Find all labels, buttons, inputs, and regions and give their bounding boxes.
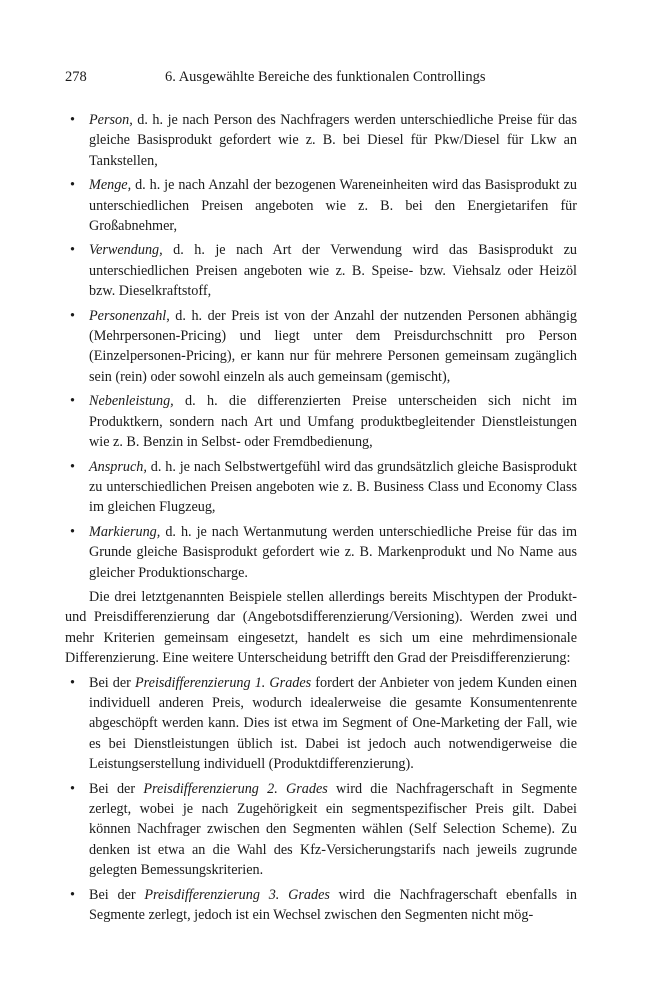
running-header — [65, 67, 585, 87]
list-item-prefix: Bei der — [89, 674, 136, 691]
list-item — [65, 306, 577, 388]
list-item — [65, 779, 577, 881]
list-item-text: d. h. je nach Person des Nachfragers werden unterschiedliche Preise für das gleiche Basisprodukt gefordert wie z. B. bei Diesel für Pkw/Diesel für Lkw an Tankstellen, — [89, 112, 577, 169]
list-item-term: Person, — [89, 112, 133, 128]
list-item — [65, 457, 577, 518]
bullet-icon: • — [70, 307, 75, 324]
list-item — [65, 240, 577, 301]
list-item-term: Verwendung, — [89, 242, 163, 259]
list-item-text: d. h. die differenzierten Preise unterscheiden sich nicht im Produktkern, sondern nach Art und Umfang produktbegleitender Dienstleistungen wie z. B. Benzin in Selbst- oder Fremdbedienung, — [89, 393, 577, 451]
list-item-text: fordert der Anbieter von jedem Kunden einen individuell anderen Preis, wodurch idealerweise die gesamte Konsumentenrente abgeschöpft werden kann. Dies ist etwa im Segment of One-Marketing der Fall, wie es bei Dienstleistungen üblich ist. Dabei ist jedoch auch notwendigerweise die Leistungserstellung individuell (Produktdifferenzierung). — [89, 674, 578, 773]
list-item — [65, 673, 577, 775]
list-item-text: d. h. je nach Art der Verwendung wird das Basisprodukt zu unterschiedlichen Preisen angeboten wie z. B. Speise- bzw. Viehsalz oder Heizöl bzw. Dieselkraftstoff, — [89, 242, 577, 300]
degree-list — [65, 673, 577, 926]
list-item — [65, 175, 577, 236]
list-item-text: wird die Nachfragerschaft in Segmente zerlegt, wobei je nach Zugehörigkeit ein segmentspezifischer Preis gilt. Dabei können Nachfrager zwischen den Segmenten wählen (Self Selection Scheme). Zu denken ist etwa an die Wahl des Kfz-Versicherungstarifs nach jeweils zugrunde gelegten Bemessungskriterien. — [89, 780, 577, 879]
list-item-term: Personenzahl — [89, 307, 167, 324]
bullet-icon: • — [70, 886, 75, 903]
bullet-icon: • — [70, 674, 75, 691]
list-item-term: Preisdifferenzierung 1. Grades — [135, 674, 312, 691]
bullet-icon: • — [70, 458, 75, 475]
list-item — [65, 110, 577, 171]
list-item-text: , d. h. der Preis ist von der Anzahl der nutzenden Personen abhängig (Mehrpersonen-Pricing) und liegt unter dem Preisdurchschnitt pro Person (Einzelpersonen-Pricing), er kann nur für mehrere Personen gemeinsam zugänglich sein (rein) oder sowohl einzeln als auch gemeinsam (gemischt), — [89, 307, 577, 385]
criteria-list — [65, 110, 577, 583]
list-item-text: d. h. je nach Selbstwertgefühl wird das grundsätzlich gleiche Basisprodukt zu unterschiedlichen Preisen angeboten wie z. B. Business Class und Economy Class im gleichen Flugzeug, — [89, 458, 577, 516]
page-body — [65, 110, 577, 929]
running-title: 6. Ausgewählte Bereiche des funktionalen Controllings — [165, 69, 486, 85]
list-item-text: d. h. je nach Anzahl der bezogenen Wareneinheiten wird das Basisprodukt zu unterschiedlichen Preisen angeboten wie z. B. bei den Energietarifen für Großabnehmer, — [89, 177, 577, 235]
list-item-term: Preisdifferenzierung 2. Grades — [143, 780, 328, 797]
list-item — [65, 522, 577, 583]
list-item-prefix: Bei der — [89, 780, 144, 797]
list-item-term: Menge, — [89, 177, 132, 194]
bullet-icon: • — [70, 242, 75, 259]
list-item-term: Anspruch, — [89, 458, 147, 475]
bullet-icon: • — [70, 177, 75, 194]
bullet-icon: • — [70, 393, 75, 410]
page-number: 278 — [65, 69, 87, 85]
body-paragraph: Die drei letztgenannten Beispiele stellen allerdings bereits Mischtypen der Produkt- und Preisdifferenzierung dar (Angebotsdifferenzierung/Versioning). Werden zwei und mehr Kriterien gemeinsam eingesetzt, handelt es sich um eine mehrdimensionale Differenzierung. Eine weitere Unterscheidung betrifft den Grad der Preisdifferenzierung: — [65, 588, 577, 667]
list-item-prefix: Bei der — [89, 886, 145, 903]
list-item — [65, 885, 577, 926]
list-item-term: Nebenleistung, — [89, 393, 174, 410]
list-item-term: Markierung, — [89, 523, 161, 540]
bullet-icon: • — [70, 523, 75, 540]
bullet-icon: • — [70, 780, 75, 797]
list-item-term: Preisdifferenzierung 3. Grades — [144, 886, 330, 903]
list-item-text: d. h. je nach Wertanmutung werden unterschiedliche Preise für das im Grunde gleiche Basisprodukt gefordert wie z. B. Markenprodukt und No Name aus gleicher Produktionscharge. — [89, 523, 577, 581]
list-item-text: wird die Nachfragerschaft ebenfalls in Segmente zerlegt, jedoch ist ein Wechsel zwischen den Segmenten nicht mög- — [89, 886, 577, 924]
bullet-icon: • — [70, 112, 75, 128]
list-item — [65, 391, 577, 452]
